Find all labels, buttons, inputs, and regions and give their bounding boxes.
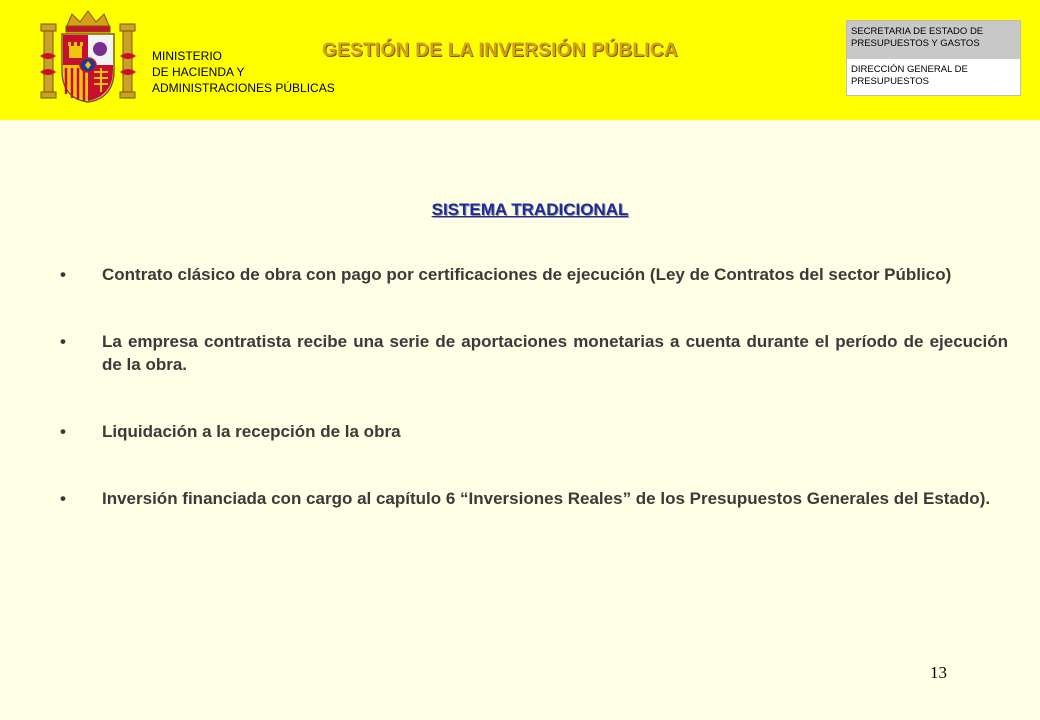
list-item bbox=[58, 263, 1008, 286]
list-item bbox=[58, 330, 1008, 376]
list-item bbox=[58, 420, 1008, 443]
list-item bbox=[58, 487, 1008, 510]
ministry-line-3: ADMINISTRACIONES PÚBLICAS bbox=[152, 81, 335, 95]
department-box bbox=[846, 20, 1021, 96]
bullet-list bbox=[58, 263, 1008, 510]
ministry-line-1: MINISTERIO bbox=[152, 49, 223, 63]
ministry-name bbox=[152, 48, 335, 96]
header-banner bbox=[0, 0, 1040, 120]
secretariat-label: SECRETARIA DE ESTADO DE PRESUPUESTOS Y GASTOS bbox=[847, 21, 1020, 59]
page-number: 13 bbox=[930, 663, 947, 682]
bullet-icon: • bbox=[60, 489, 66, 508]
bullet-icon: • bbox=[60, 422, 66, 441]
coat-of-arms-icon bbox=[38, 8, 138, 104]
main-title: GESTIÓN DE LA INVERSIÓN PÚBLICA bbox=[322, 40, 678, 61]
directorate-label: DIRECCIÓN GENERAL DE PRESUPUESTOS bbox=[851, 64, 968, 87]
bullet-icon: • bbox=[60, 332, 66, 351]
bullet-text: Liquidación a la recepción de la obra bbox=[102, 422, 401, 441]
section-title: SISTEMA TRADICIONAL bbox=[431, 200, 629, 219]
bullet-text: La empresa contratista recibe una serie de aportaciones monetarias a cuenta durante el período de ejecución de la obra. bbox=[102, 332, 1008, 374]
bullet-icon: • bbox=[60, 265, 66, 284]
ministry-line-2: DE HACIENDA Y bbox=[152, 65, 245, 79]
bullet-text: Inversión financiada con cargo al capítulo 6 “Inversiones Reales” de los Presupuestos Generales del Estado). bbox=[102, 489, 991, 508]
bullet-text: Contrato clásico de obra con pago por certificaciones de ejecución (Ley de Contratos del sector Público) bbox=[102, 265, 952, 284]
